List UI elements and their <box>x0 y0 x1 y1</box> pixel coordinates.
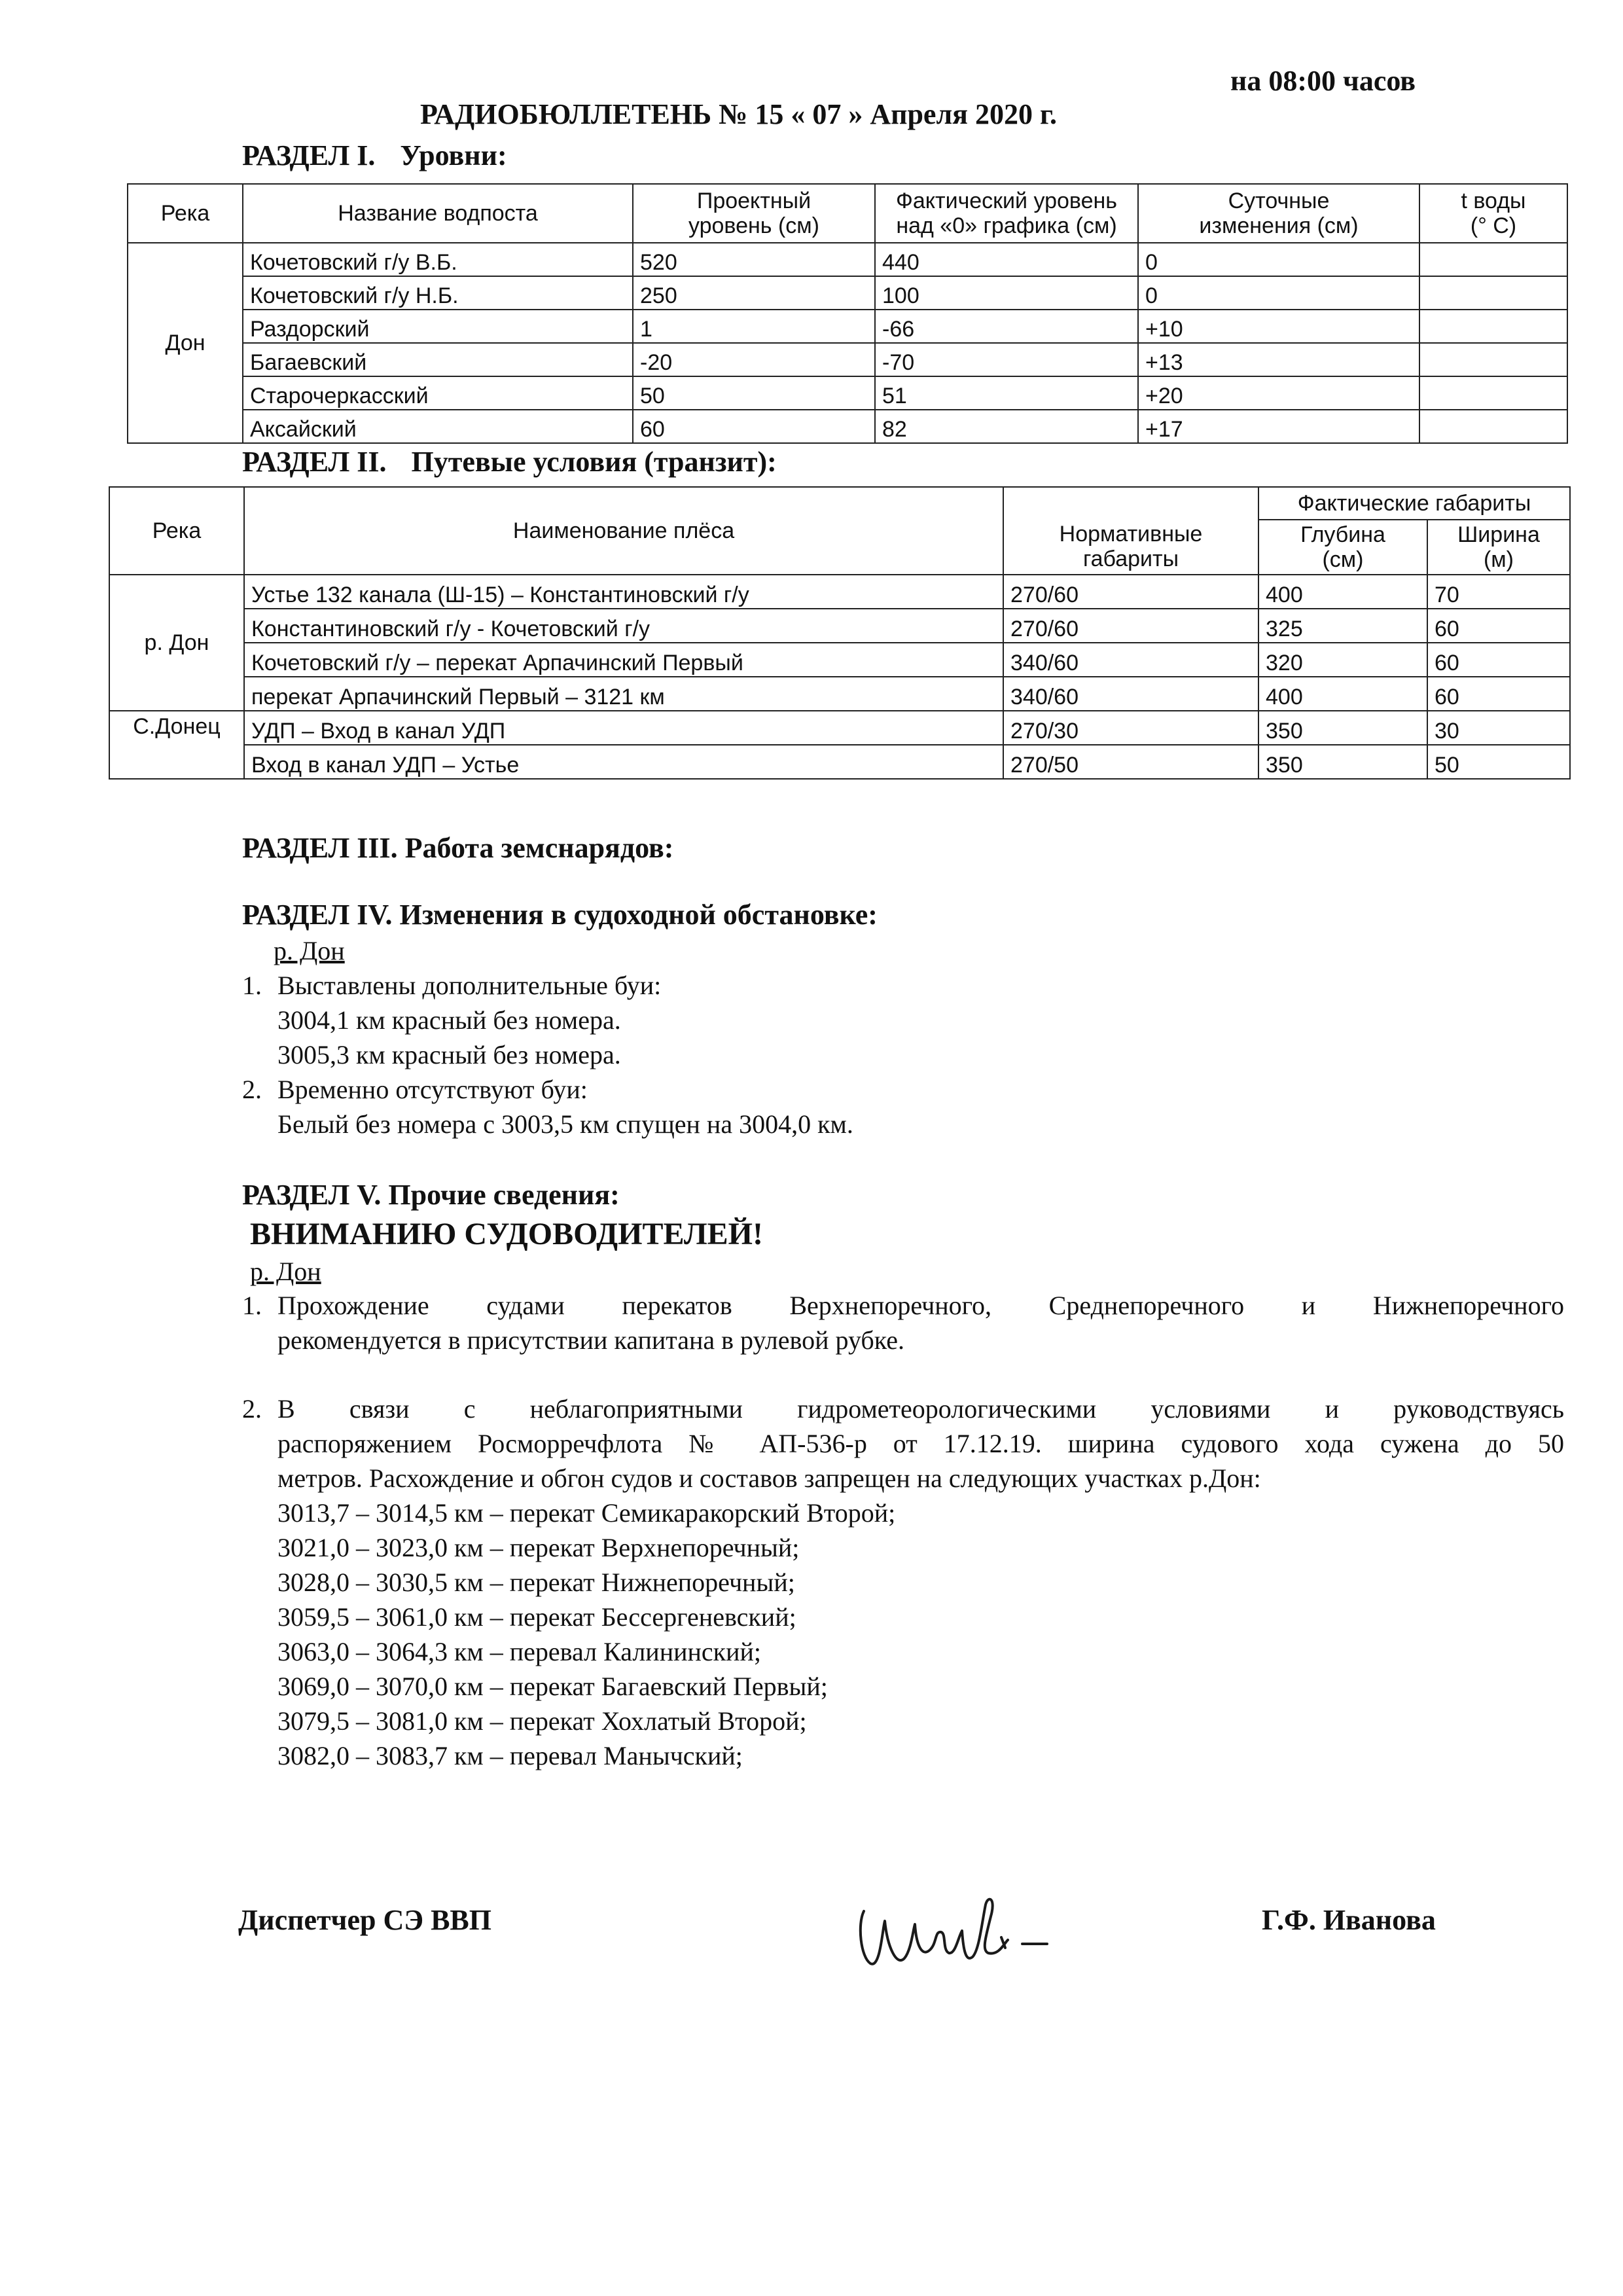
change-cell: 0 <box>1138 243 1419 276</box>
section1-title: Уровни: <box>400 139 507 171</box>
section2-number: РАЗДЕЛ II. <box>242 446 387 478</box>
list-item: 1. Выставлены дополнительные буи: <box>242 971 662 1000</box>
col-design-level: Проектный уровень (см) <box>633 184 875 243</box>
list-item: 3069,0 – 3070,0 км – перекат Багаевский Первый; <box>277 1672 828 1701</box>
bulletin-time: на 08:00 часов <box>1230 65 1416 97</box>
norm-cell: 270/30 <box>1003 711 1258 745</box>
reach-cell: перекат Арпачинский Первый – 3121 км <box>244 677 1003 711</box>
col-norm-dims: Нормативные габариты <box>1003 487 1258 575</box>
levels-table <box>127 183 1568 444</box>
list-item: Белый без номера с 3003,5 км спущен на 3004,0 км. <box>277 1109 853 1139</box>
table-row <box>128 376 1567 410</box>
transit-table <box>109 486 1571 780</box>
design-cell: -20 <box>633 343 875 376</box>
depth-cell: 400 <box>1258 677 1427 711</box>
attention-heading: ВНИМАНИЮ СУДОВОДИТЕЛЕЙ! <box>250 1217 763 1251</box>
col-post: Название водпоста <box>243 184 633 243</box>
width-cell: 60 <box>1427 609 1570 643</box>
reach-cell: Вход в канал УДП – Устье <box>244 745 1003 779</box>
change-cell: +13 <box>1138 343 1419 376</box>
section3-heading: РАЗДЕЛ III. Работа земснарядов: <box>242 832 674 864</box>
temp-cell <box>1419 276 1567 310</box>
list-item: 2. Временно отсутствуют буи: <box>242 1075 588 1104</box>
design-cell: 520 <box>633 243 875 276</box>
col-depth: Глубина (см) <box>1258 520 1427 575</box>
norm-cell: 340/60 <box>1003 677 1258 711</box>
width-cell: 50 <box>1427 745 1570 779</box>
design-cell: 1 <box>633 310 875 343</box>
section2-heading <box>242 445 777 478</box>
temp-cell <box>1419 376 1567 410</box>
actual-cell: 100 <box>875 276 1138 310</box>
post-cell: Раздорский <box>243 310 633 343</box>
col-river: Река <box>109 487 244 575</box>
design-cell: 60 <box>633 410 875 443</box>
width-cell: 60 <box>1427 643 1570 677</box>
col-actual-dims: Фактические габариты <box>1258 487 1570 520</box>
section5-river: р. Дон <box>250 1257 321 1286</box>
list-item: 3082,0 – 3083,7 км – перевал Манычский; <box>277 1741 743 1770</box>
temp-cell <box>1419 343 1567 376</box>
notice-item-1: 1. Прохождение судами перекатов Верхнепоречного, Среднепоречного и Нижнепоречного рекомендуется в присутствии капитана в рулевой рубке. <box>242 1291 1564 1355</box>
reach-cell: УДП – Вход в канал УДП <box>244 711 1003 745</box>
river-cell: Дон <box>128 243 243 443</box>
dispatcher-position: Диспетчер СЭ ВВП <box>238 1904 491 1936</box>
depth-cell: 350 <box>1258 745 1427 779</box>
section5-heading: РАЗДЕЛ V. Прочие сведения: <box>242 1179 620 1211</box>
depth-cell: 320 <box>1258 643 1427 677</box>
width-cell: 60 <box>1427 677 1570 711</box>
section1-heading <box>242 139 507 172</box>
design-cell: 50 <box>633 376 875 410</box>
depth-cell: 400 <box>1258 575 1427 609</box>
width-cell: 30 <box>1427 711 1570 745</box>
reach-cell: Устье 132 канала (Ш-15) – Константиновский г/у <box>244 575 1003 609</box>
actual-cell: 82 <box>875 410 1138 443</box>
list-item: 3063,0 – 3064,3 км – перевал Калининский; <box>277 1637 762 1666</box>
list-item: 3028,0 – 3030,5 км – перекат Нижнепоречный; <box>277 1568 795 1597</box>
post-cell: Кочетовский г/у Н.Б. <box>243 276 633 310</box>
reach-cell: Константиновский г/у - Кочетовский г/у <box>244 609 1003 643</box>
width-cell: 70 <box>1427 575 1570 609</box>
section4-list <box>242 968 1486 1141</box>
table-row <box>128 410 1567 443</box>
norm-cell: 340/60 <box>1003 643 1258 677</box>
transit-header-row <box>109 487 1570 520</box>
table-row <box>109 745 1570 779</box>
depth-cell: 350 <box>1258 711 1427 745</box>
col-actual-level: Фактический уровень над «0» графика (см) <box>875 184 1138 243</box>
table-row <box>109 609 1570 643</box>
col-reach-name: Наименование плёса <box>244 487 1003 575</box>
temp-cell <box>1419 310 1567 343</box>
table-row <box>128 343 1567 376</box>
change-cell: +17 <box>1138 410 1419 443</box>
norm-cell: 270/60 <box>1003 575 1258 609</box>
list-item: 3059,5 – 3061,0 км – перекат Бессергеневский; <box>277 1602 796 1632</box>
actual-cell: -66 <box>875 310 1138 343</box>
norm-cell: 270/60 <box>1003 609 1258 643</box>
actual-cell: 51 <box>875 376 1138 410</box>
change-cell: 0 <box>1138 276 1419 310</box>
section1-number: РАЗДЕЛ I. <box>242 139 376 171</box>
table-row <box>128 243 1567 276</box>
col-width: Ширина (м) <box>1427 520 1570 575</box>
river-cell: С.Донец <box>109 711 244 779</box>
col-river: Река <box>128 184 243 243</box>
actual-cell: -70 <box>875 343 1138 376</box>
post-cell: Кочетовский г/у В.Б. <box>243 243 633 276</box>
post-cell: Аксайский <box>243 410 633 443</box>
notice-item-2: 2. В связи с неблагоприятными гидрометеорологическими условиями и руководствуясь распоряжением Росморречфлота № АП-536-р от 17.12.19. ширина судового хода сужена до 50 метров. Расхождение и обгон судов и составов запрещен на следующих участках р.Дон: 3013,7 – 3014,5 км – перекат Семикаракорский Второй; 3021,0 – 3023,0 км – перекат Верхнепоречный; 3028,0 – 3030,5 км – перекат Нижнепоречный; 3059,5 – 3061,0 км – перекат Бессергеневский; 3063,0 – 3064,3 км – перевал Калининский; 3069,0 – 3070,0 км – перекат Багаевский Первый; 3079,5 – 3081,0 км – перекат Хохлатый Второй; 3082,0 – 3083,7 км – перевал Манычский; <box>242 1391 1564 1773</box>
temp-cell <box>1419 410 1567 443</box>
design-cell: 250 <box>633 276 875 310</box>
change-cell: +20 <box>1138 376 1419 410</box>
dispatcher-name: Г.Ф. Иванова <box>1262 1904 1436 1936</box>
col-daily-change: Суточные изменения (см) <box>1138 184 1419 243</box>
change-cell: +10 <box>1138 310 1419 343</box>
table-row <box>109 711 1570 745</box>
handwritten-signature <box>851 1885 1073 1990</box>
col-water-temp: t воды (° С) <box>1419 184 1567 243</box>
temp-cell <box>1419 243 1567 276</box>
levels-header-row <box>128 184 1567 243</box>
table-row <box>128 310 1567 343</box>
table-row <box>109 575 1570 609</box>
section4-heading: РАЗДЕЛ IV. Изменения в судоходной обстановке: <box>242 899 878 931</box>
list-item: 3013,7 – 3014,5 км – перекат Семикаракорский Второй; <box>277 1498 896 1528</box>
table-row <box>109 643 1570 677</box>
river-cell: р. Дон <box>109 575 244 711</box>
bulletin-title-text: РАДИОБЮЛЛЕТЕНЬ № 15 « 07 » Апреля 2020 г. <box>420 98 1057 130</box>
norm-cell: 270/50 <box>1003 745 1258 779</box>
list-item: 3005,3 км красный без номера. <box>277 1040 621 1069</box>
list-item: 3079,5 – 3081,0 км – перекат Хохлатый Второй; <box>277 1706 807 1736</box>
list-item: 3004,1 км красный без номера. <box>277 1005 621 1035</box>
section2-title: Путевые условия (транзит): <box>411 446 777 478</box>
depth-cell: 325 <box>1258 609 1427 643</box>
reach-cell: Кочетовский г/у – перекат Арпачинский Первый <box>244 643 1003 677</box>
table-row <box>128 276 1567 310</box>
post-cell: Старочеркасский <box>243 376 633 410</box>
actual-cell: 440 <box>875 243 1138 276</box>
section4-river: р. Дон <box>274 936 345 965</box>
list-item: 3021,0 – 3023,0 км – перекат Верхнепоречный; <box>277 1533 800 1562</box>
post-cell: Багаевский <box>243 343 633 376</box>
table-row <box>109 677 1570 711</box>
